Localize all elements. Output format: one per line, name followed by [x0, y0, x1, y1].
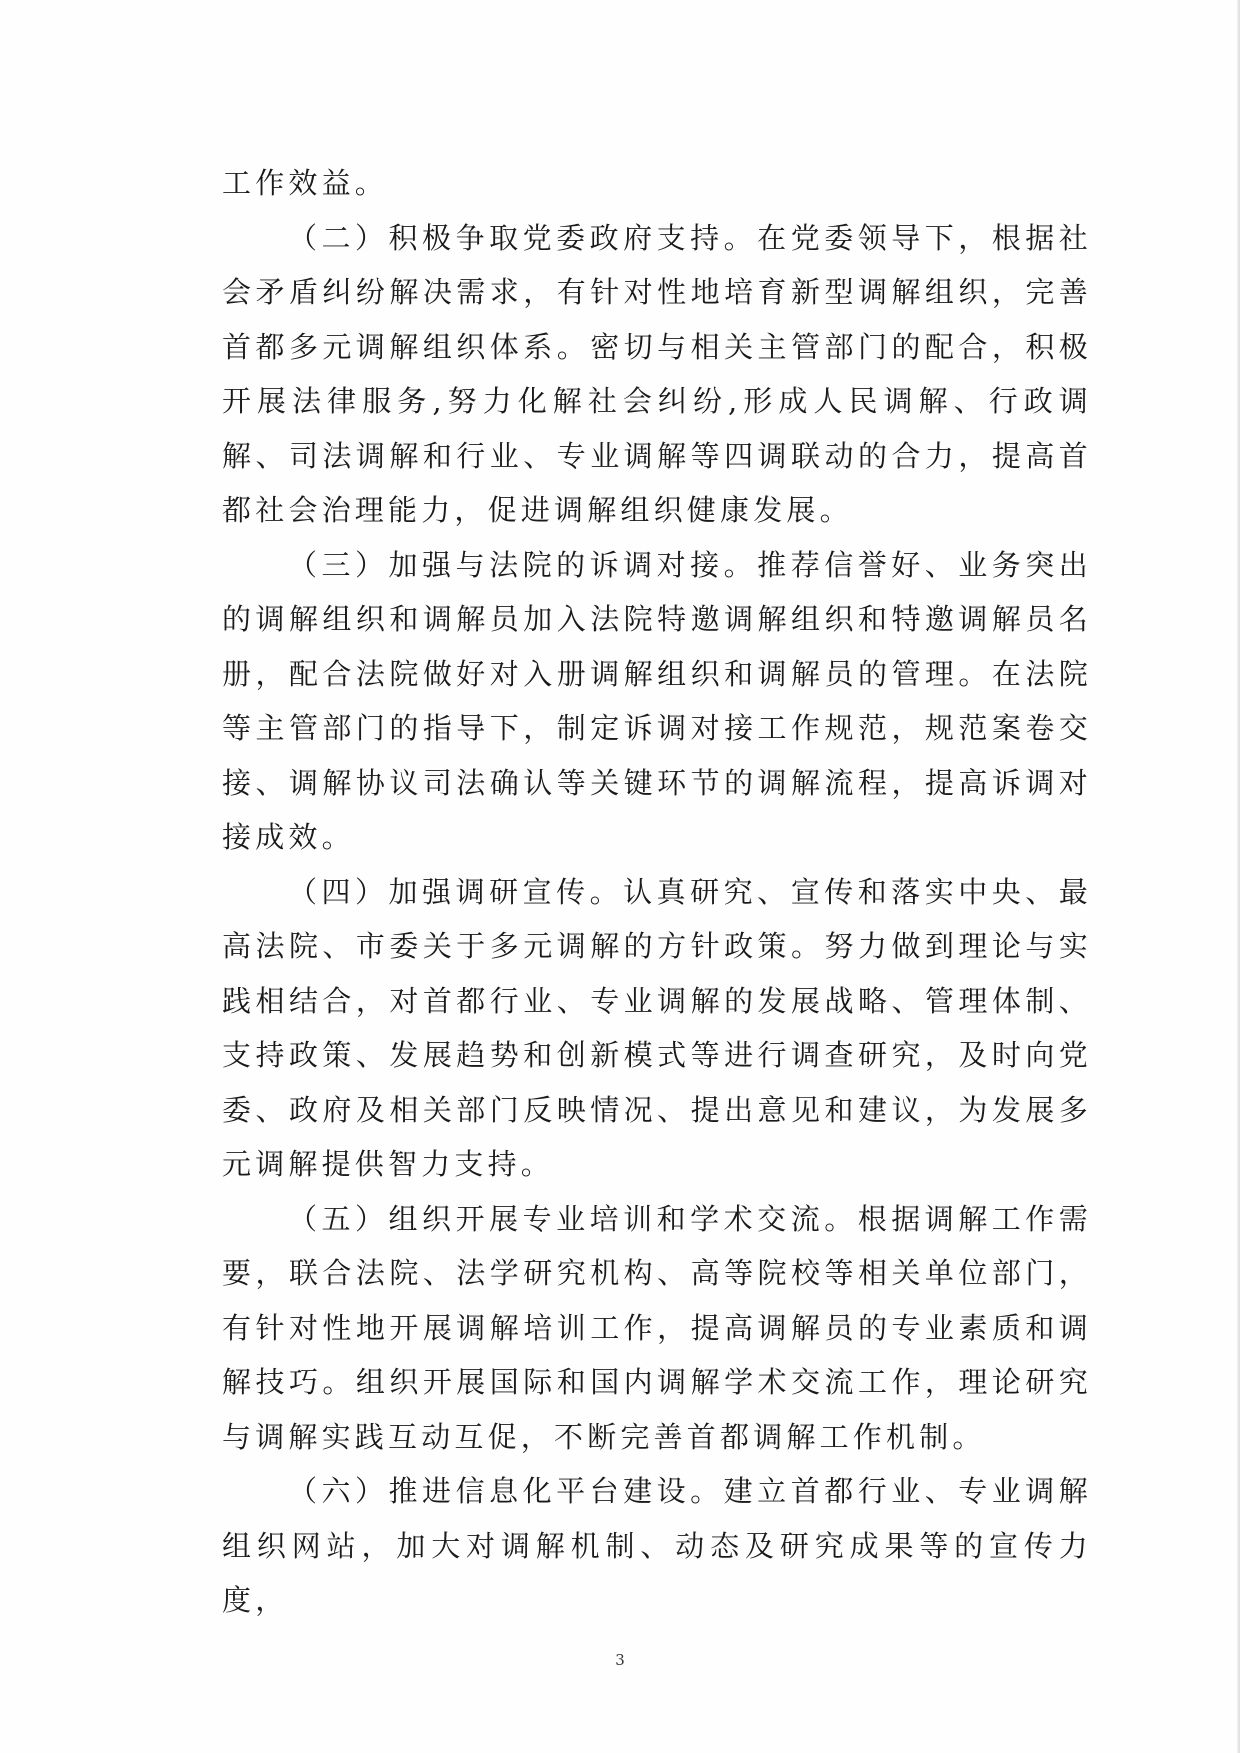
page-number: 3 [615, 1651, 625, 1669]
body-text [222, 156, 1092, 1628]
paragraph-section-2: （二）积极争取党委政府支持。在党委领导下，根据社会矛盾纠纷解决需求，有针对性地培育新型调解组织，完善首都多元调解组织体系。密切与相关主管部门的配合，积极开展法律服务,努力化解社会纠纷,形成人民调解、行政调解、司法调解和行业、专业调解等四调联动的合力，提高首都社会治理能力，促进调解组织健康发展。 [222, 220, 1092, 527]
paragraph-section-5: （五）组织开展专业培训和学术交流。根据调解工作需要，联合法院、法学研究机构、高等院校等相关单位部门，有针对性地开展调解培训工作，提高调解员的专业素质和调解技巧。组织开展国际和国内调解学术交流工作，理论研究与调解实践互动互促，不断完善首都调解工作机制。 [222, 1201, 1092, 1454]
paragraph-section-3: （三）加强与法院的诉调对接。推荐信誉好、业务突出的调解组织和调解员加入法院特邀调解组织和特邀调解员名册，配合法院做好对入册调解组织和调解员的管理。在法院等主管部门的指导下，制定诉调对接工作规范，规范案卷交接、调解协议司法确认等关键环节的调解流程，提高诉调对接成效。 [222, 547, 1092, 854]
paragraph-section-4: （四）加强调研宣传。认真研究、宣传和落实中央、最高法院、市委关于多元调解的方针政策。努力做到理论与实践相结合，对首都行业、专业调解的发展战略、管理体制、支持政策、发展趋势和创新模式等进行调查研究，及时向党委、政府及相关部门反映情况、提出意见和建议，为发展多元调解提供智力支持。 [222, 874, 1092, 1181]
paragraph-continuation: 工作效益。 [222, 166, 389, 200]
paragraph-section-6: （六）推进信息化平台建设。建立首都行业、专业调解组织网站，加大对调解机制、动态及研究成果等的宣传力度， [222, 1474, 1092, 1617]
